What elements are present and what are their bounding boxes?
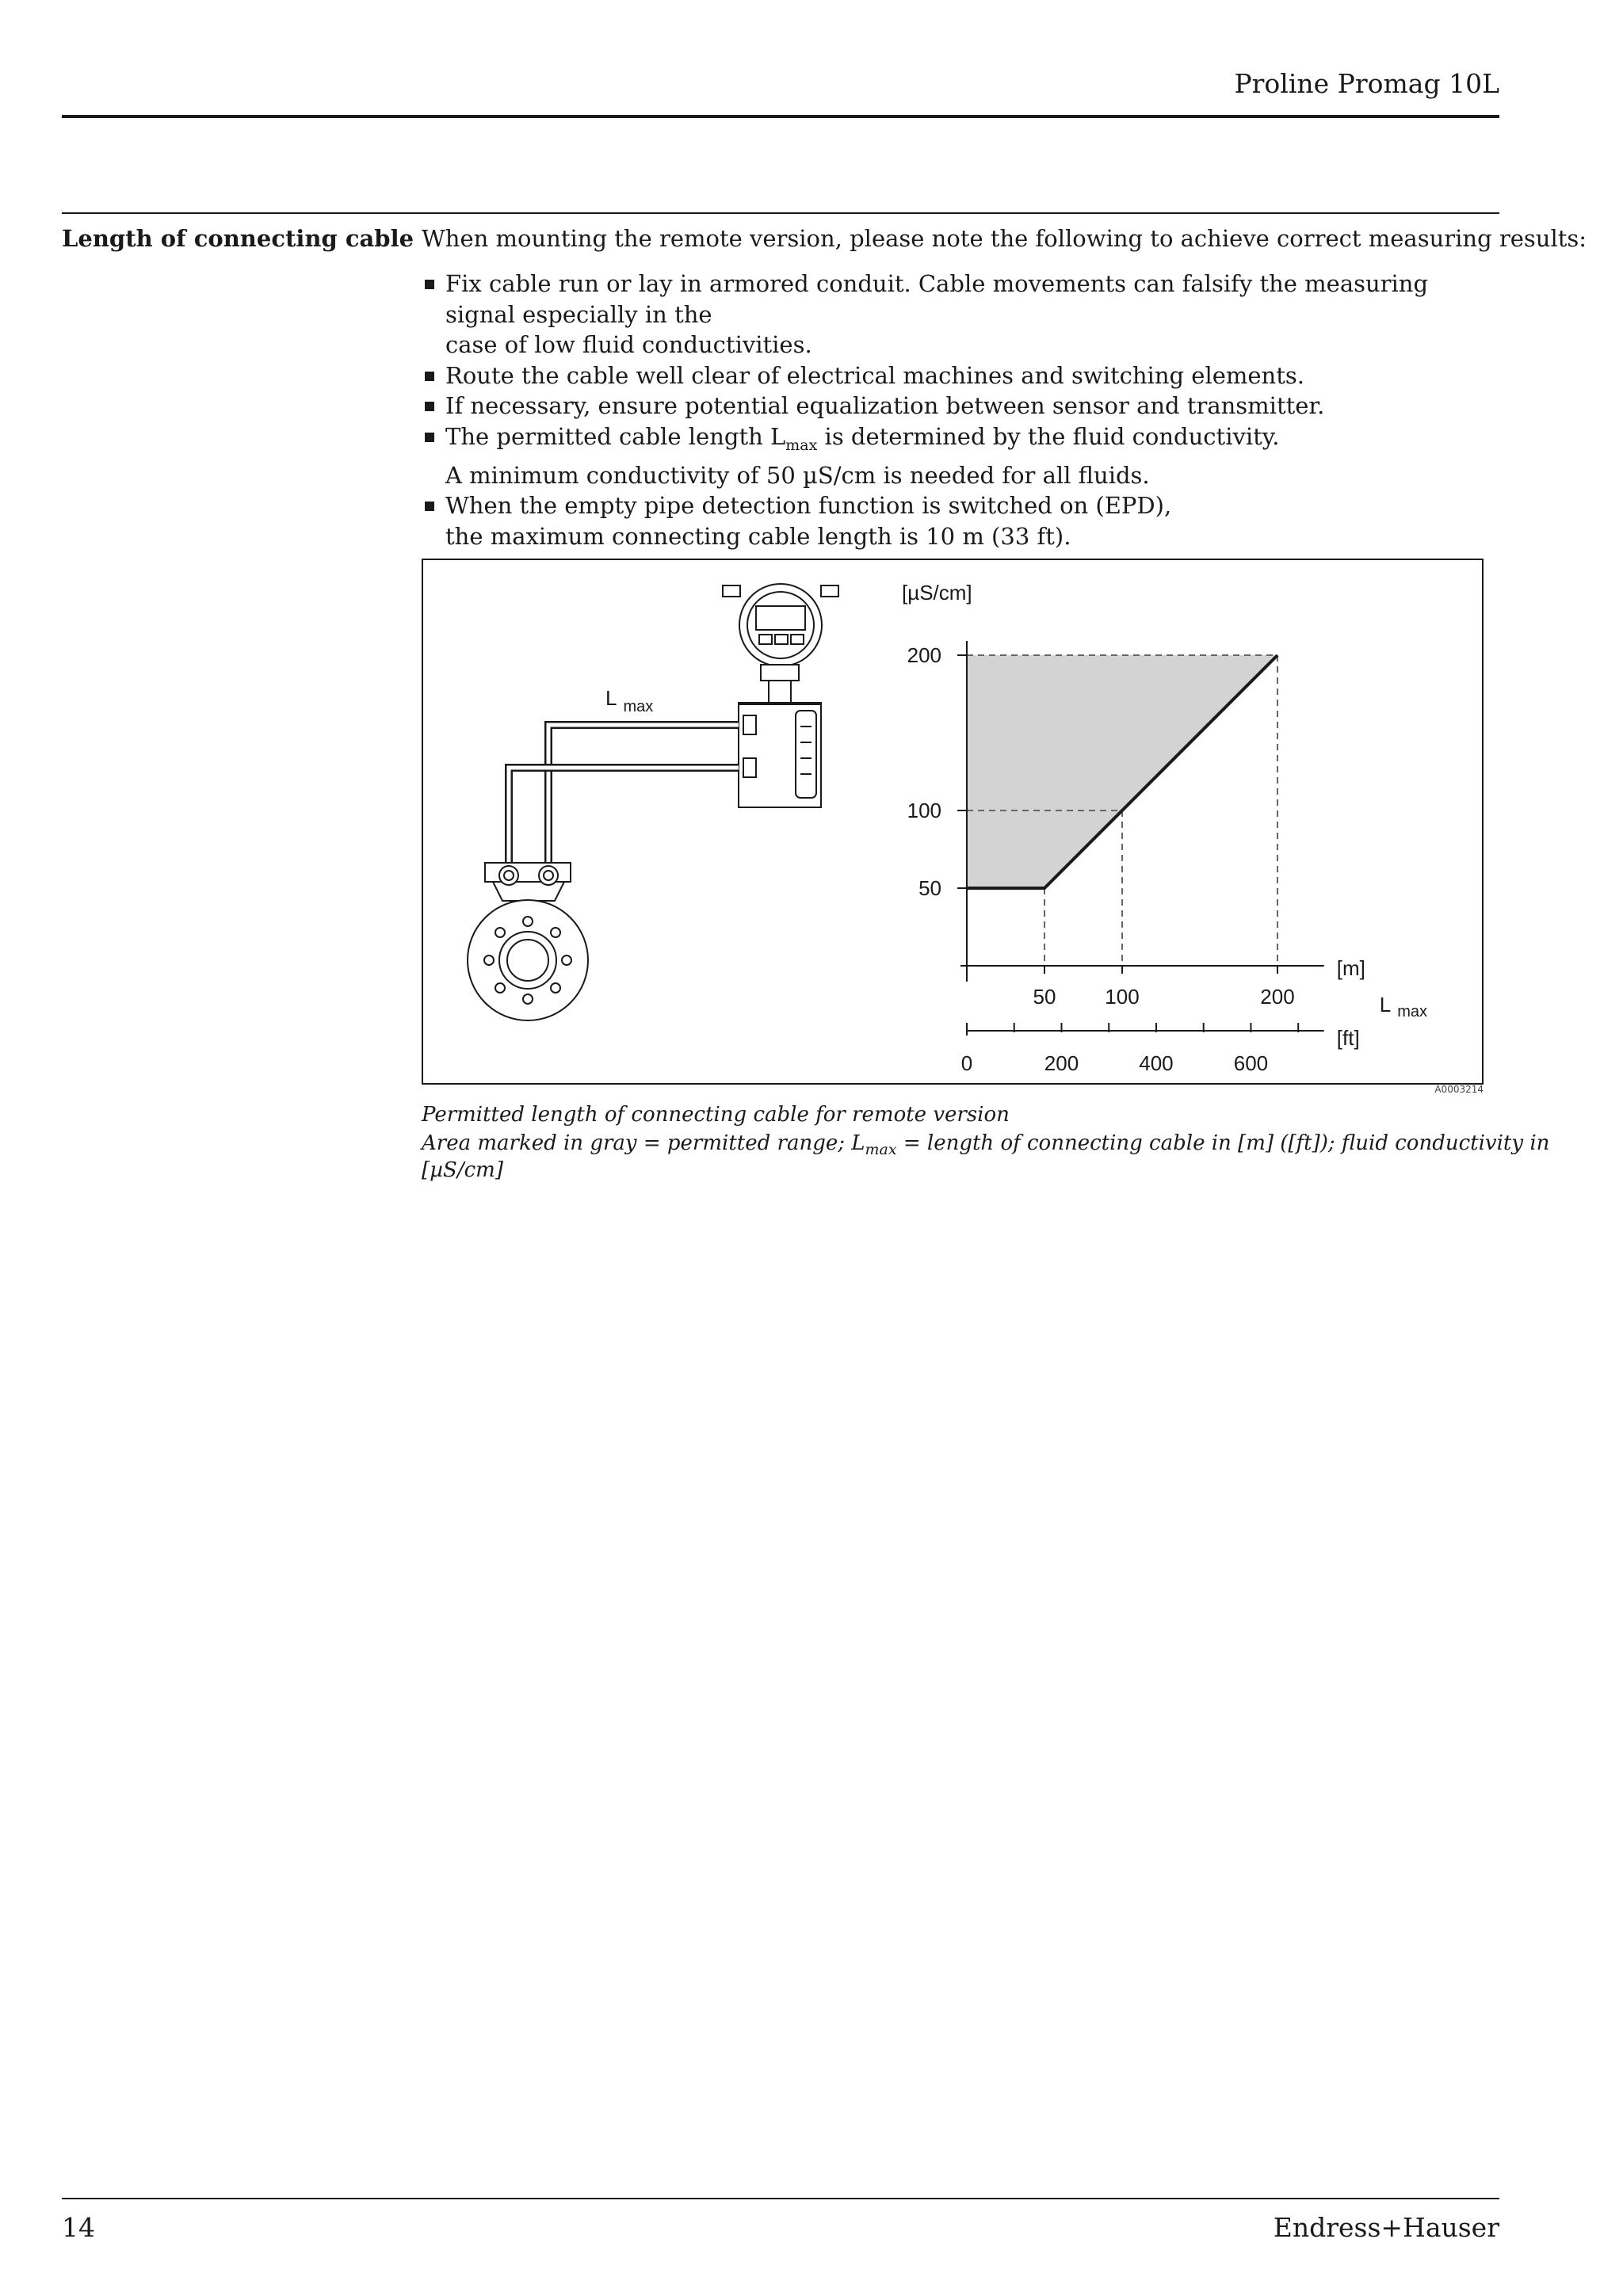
figure-caption: Permitted length of connecting cable for remote version	[422, 1103, 1010, 1127]
figure-frame	[422, 559, 1484, 1085]
x-axis-title: L $_{max}$	[1379, 993, 1428, 1020]
device-diagram	[468, 584, 838, 1020]
header-rule	[62, 115, 1499, 118]
conductivity-chart	[902, 581, 1427, 1075]
y-tick-label: 100	[907, 799, 941, 822]
y-axis-label: [µS/cm]	[902, 581, 972, 605]
diagram-lmax-label: L $_{max}$	[605, 686, 654, 715]
x-tick-label: 100	[1105, 985, 1140, 1009]
section-title: Length of connecting cable	[62, 225, 414, 252]
figure-caption-detail: Area marked in gray = permitted range; $L_{max}$ = length of connecting cable in [m] ([ft]); fluid conductivity in [µS/cm]	[422, 1131, 1550, 1183]
list-item: If necessary, ensure potential equalization between sensor and transmitter.	[422, 391, 1499, 421]
x-tick-label-ft: 400	[1139, 1051, 1174, 1075]
y-tick-label: 200	[907, 643, 941, 667]
intro-text: When mounting the remote version, please note the following to achieve correct measuring results:	[422, 225, 1587, 252]
header-title: Proline Promag 10L	[1234, 68, 1499, 99]
x-tick-label: 200	[1260, 985, 1295, 1009]
page-number: 14	[62, 2212, 95, 2243]
x-axis-label-m: [m]	[1336, 956, 1365, 980]
list-item: When the empty pipe detection function is switched on (EPD), the maximum connecting cable length is 10 m (33 ft).	[422, 490, 1499, 551]
requirements-list	[422, 269, 1499, 551]
x-tick-label-ft: 600	[1233, 1051, 1269, 1075]
footer-brand: Endress+Hauser	[1273, 2212, 1499, 2243]
cable-runs	[509, 725, 739, 874]
sensor-illustration	[468, 863, 588, 1020]
x-axis-label-ft: [ft]	[1336, 1026, 1360, 1050]
section-divider	[62, 212, 1499, 214]
y-tick-label: 50	[918, 876, 941, 900]
figure-code: A0003214	[1434, 1084, 1484, 1095]
x-tick-label-ft: 0	[960, 1051, 973, 1075]
terminal-box-illustration	[739, 704, 821, 807]
footer-rule	[62, 2198, 1499, 2199]
list-item: The permitted cable length $L_{max}$ is determined by the fluid conductivity. A minimum conductivity of 50 µS/cm is needed for all fluids.	[422, 421, 1499, 491]
x-tick-label-ft: 200	[1044, 1051, 1079, 1075]
figure-svg	[423, 560, 1482, 1083]
permitted-area	[967, 655, 1277, 888]
list-item: Fix cable run or lay in armored conduit. Cable movements can falsify the measuring signal especially in the case of low fluid conductivities.	[422, 269, 1499, 360]
x-tick-label: 50	[1033, 985, 1056, 1009]
list-item: Route the cable well clear of electrical machines and switching elements.	[422, 360, 1499, 391]
